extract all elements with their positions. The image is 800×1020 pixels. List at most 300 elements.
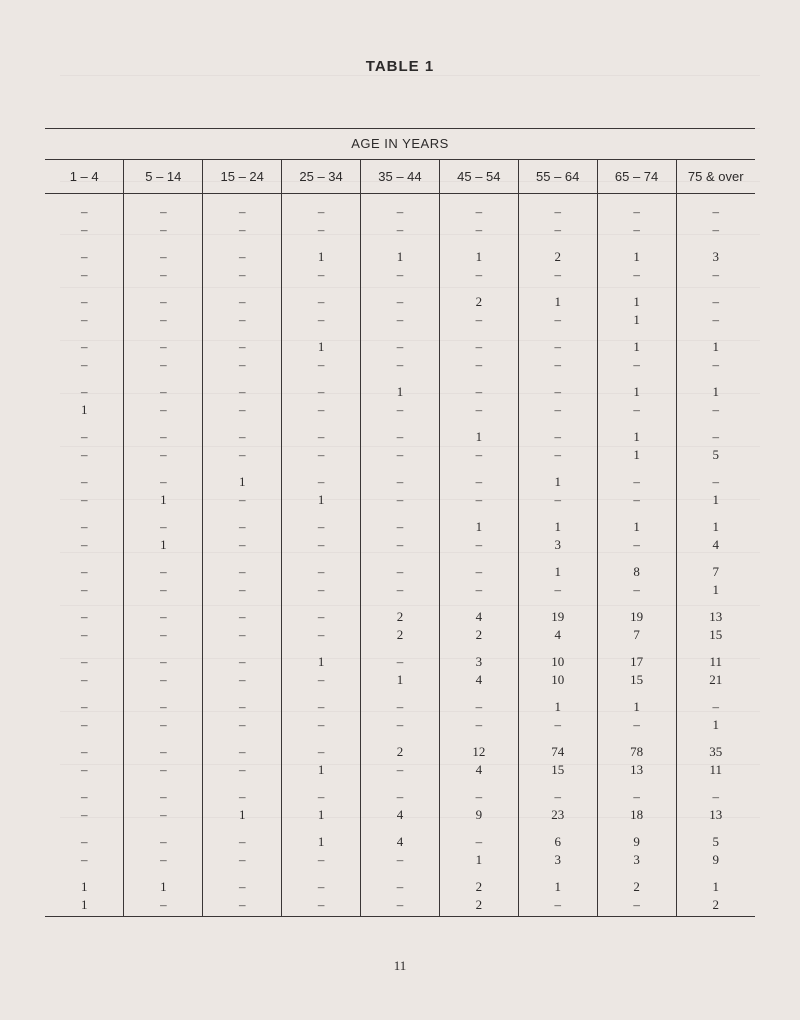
table-row — [45, 536, 755, 554]
table-cell: – — [203, 491, 282, 509]
table-cell: – — [282, 689, 361, 716]
column-header: 45 – 54 — [439, 160, 518, 194]
table-cell: – — [80, 582, 88, 597]
table-cell: – — [597, 491, 676, 509]
table-cell: – — [80, 267, 88, 282]
table-cell: – — [282, 896, 361, 917]
table-cell: 3 — [518, 536, 597, 554]
table-cell: – — [439, 491, 518, 509]
table-cell: – — [597, 779, 676, 806]
table-cell: – — [124, 734, 203, 761]
table-cell: 11 — [676, 761, 755, 779]
column-header: 55 – 64 — [518, 160, 597, 194]
table-cell: 1 — [282, 824, 361, 851]
table-cell: – — [676, 689, 755, 716]
table-cell: – — [203, 356, 282, 374]
table-cell: – — [597, 401, 676, 419]
table-cell: – — [80, 807, 88, 822]
table-cell: – — [203, 329, 282, 356]
table-cell: – — [80, 519, 88, 534]
table-cell: – — [124, 599, 203, 626]
table-cell: 9 — [597, 824, 676, 851]
table-cell: 2 — [361, 599, 440, 626]
table-cell: 21 — [676, 671, 755, 689]
table-cell: – — [124, 554, 203, 581]
table-cell: – — [676, 194, 755, 222]
table-cell: 1 — [282, 329, 361, 356]
table-title: TABLE 1 — [365, 58, 435, 75]
table-cell: – — [203, 626, 282, 644]
table-row — [45, 644, 755, 671]
table-row — [45, 761, 755, 779]
table-cell: – — [282, 311, 361, 329]
table-cell: – — [203, 581, 282, 599]
table-cell: 1 — [439, 239, 518, 266]
table-cell: 8 — [597, 554, 676, 581]
table-cell: 1 — [518, 554, 597, 581]
table-cell: – — [439, 311, 518, 329]
table-cell: – — [80, 492, 88, 507]
table-cell: – — [80, 249, 88, 264]
data-table — [45, 159, 755, 917]
table-cell: 1 — [80, 402, 88, 417]
table-cell: – — [282, 446, 361, 464]
table-cell: – — [597, 194, 676, 222]
table-cell: – — [80, 852, 88, 867]
table-cell: 1 — [597, 284, 676, 311]
table-cell: – — [282, 419, 361, 446]
table-cell: – — [203, 734, 282, 761]
table-cell: – — [676, 779, 755, 806]
table-cell: – — [203, 599, 282, 626]
table-cell: – — [203, 689, 282, 716]
table-cell: – — [80, 339, 88, 354]
table-cell: 9 — [676, 851, 755, 869]
table-cell: – — [80, 384, 88, 399]
table-cell: 7 — [597, 626, 676, 644]
table-row — [45, 554, 755, 581]
table-cell: – — [282, 356, 361, 374]
table-cell: – — [80, 429, 88, 444]
table-cell: 6 — [518, 824, 597, 851]
table-cell: – — [124, 509, 203, 536]
page-number: 11 — [393, 958, 407, 973]
table-cell: – — [124, 221, 203, 239]
table-cell: 13 — [676, 806, 755, 824]
table-cell: – — [203, 419, 282, 446]
table-cell: 19 — [597, 599, 676, 626]
table-cell: 1 — [518, 869, 597, 896]
table-cell: 1 — [203, 806, 282, 824]
table-row — [45, 869, 755, 896]
table-cell: 1 — [361, 239, 440, 266]
table-cell: – — [80, 564, 88, 579]
table-cell: – — [282, 581, 361, 599]
table-cell: 4 — [439, 671, 518, 689]
table-cell: – — [518, 311, 597, 329]
table-cell: – — [597, 581, 676, 599]
table-cell: 1 — [597, 329, 676, 356]
table-cell: – — [282, 374, 361, 401]
column-header-row — [45, 160, 755, 194]
table-row — [45, 374, 755, 401]
table-cell: – — [80, 447, 88, 462]
table-cell: – — [282, 536, 361, 554]
table-cell: – — [203, 509, 282, 536]
table-cell: – — [203, 284, 282, 311]
table-cell: – — [124, 644, 203, 671]
table-cell: – — [361, 221, 440, 239]
table-cell: – — [203, 221, 282, 239]
table-cell: – — [361, 446, 440, 464]
table-cell: 2 — [439, 284, 518, 311]
table-cell: 1 — [282, 644, 361, 671]
table-cell: – — [203, 554, 282, 581]
table-cell: 17 — [597, 644, 676, 671]
table-cell: – — [676, 401, 755, 419]
table-cell: 4 — [439, 599, 518, 626]
table-cell: – — [282, 734, 361, 761]
table-cell: – — [676, 464, 755, 491]
table-cell: 2 — [361, 626, 440, 644]
table-cell: – — [203, 266, 282, 284]
table-cell: – — [124, 896, 203, 917]
table-cell: – — [518, 446, 597, 464]
table-cell: 12 — [439, 734, 518, 761]
table-cell: 1 — [518, 464, 597, 491]
table-cell: 23 — [518, 806, 597, 824]
table-cell: 1 — [518, 509, 597, 536]
table-cell: – — [518, 581, 597, 599]
table-cell: – — [203, 194, 282, 222]
table-cell: – — [361, 779, 440, 806]
table-cell: 35 — [676, 734, 755, 761]
table-cell: – — [518, 779, 597, 806]
column-header: 1 – 4 — [45, 160, 124, 194]
table-row — [45, 446, 755, 464]
table-cell: – — [203, 851, 282, 869]
table-cell: – — [80, 627, 88, 642]
table-cell: – — [203, 446, 282, 464]
table-cell: 1 — [676, 329, 755, 356]
table-cell: 1 — [518, 689, 597, 716]
table-cell: 2 — [676, 896, 755, 917]
table-cell: 18 — [597, 806, 676, 824]
table-cell: 4 — [439, 761, 518, 779]
table-row — [45, 266, 755, 284]
table-cell: – — [203, 374, 282, 401]
table-cell: – — [203, 869, 282, 896]
table-row — [45, 194, 755, 222]
table-cell: – — [361, 419, 440, 446]
table-cell: – — [361, 329, 440, 356]
table-row — [45, 599, 755, 626]
table-cell: – — [597, 356, 676, 374]
table-cell: – — [439, 689, 518, 716]
table-cell: – — [124, 824, 203, 851]
column-header: 5 – 14 — [124, 160, 203, 194]
table-cell: – — [80, 537, 88, 552]
table-cell: – — [203, 401, 282, 419]
table-cell: – — [282, 194, 361, 222]
table-cell: – — [124, 356, 203, 374]
table-cell: 1 — [597, 239, 676, 266]
table-cell: – — [361, 491, 440, 509]
table-cell: – — [439, 464, 518, 491]
table-row — [45, 779, 755, 806]
table-cell: 1 — [597, 689, 676, 716]
table-cell: – — [282, 554, 361, 581]
table-cell: 2 — [439, 869, 518, 896]
table-cell: – — [518, 401, 597, 419]
table-row — [45, 401, 755, 419]
table-cell: – — [518, 266, 597, 284]
table-cell: 1 — [361, 374, 440, 401]
table-cell: 1 — [282, 239, 361, 266]
table-cell: 1 — [282, 761, 361, 779]
table-cell: – — [361, 869, 440, 896]
table-cell: 1 — [45, 896, 124, 917]
table-cell: – — [203, 311, 282, 329]
table-cell: – — [361, 311, 440, 329]
table-cell: – — [597, 536, 676, 554]
table-cell: 2 — [439, 896, 518, 917]
table-cell: – — [124, 266, 203, 284]
table-cell: – — [282, 464, 361, 491]
column-header: 65 – 74 — [597, 160, 676, 194]
table-cell: – — [282, 266, 361, 284]
table-cell: 1 — [282, 806, 361, 824]
table-cell: 1 — [597, 509, 676, 536]
table-cell: – — [597, 464, 676, 491]
table-cell: – — [597, 896, 676, 917]
table-cell: – — [282, 716, 361, 734]
table-cell: – — [124, 671, 203, 689]
table-cell: 1 — [597, 311, 676, 329]
table-cell: – — [124, 446, 203, 464]
table-cell: – — [124, 851, 203, 869]
table-cell: – — [124, 419, 203, 446]
table-cell: – — [439, 824, 518, 851]
table-cell: – — [361, 284, 440, 311]
table-cell: – — [439, 401, 518, 419]
column-header: 15 – 24 — [203, 160, 282, 194]
table-cell: – — [518, 374, 597, 401]
table-cell: 1 — [597, 419, 676, 446]
table-row — [45, 284, 755, 311]
table-cell: 3 — [676, 239, 755, 266]
table-cell: – — [203, 239, 282, 266]
table-cell: 1 — [597, 374, 676, 401]
table-cell: – — [361, 716, 440, 734]
table-row — [45, 626, 755, 644]
table-row — [45, 311, 755, 329]
table-cell: 9 — [439, 806, 518, 824]
table-cell: 2 — [597, 869, 676, 896]
table-cell: 74 — [518, 734, 597, 761]
column-header: 25 – 34 — [282, 160, 361, 194]
column-header: 35 – 44 — [361, 160, 440, 194]
table-cell: – — [439, 536, 518, 554]
table-cell: 3 — [439, 644, 518, 671]
table-cell: – — [80, 672, 88, 687]
table-cell: 13 — [676, 599, 755, 626]
table-cell: 1 — [124, 491, 203, 509]
mortality-table — [45, 128, 755, 917]
table-cell: – — [282, 626, 361, 644]
table-cell: 1 — [439, 419, 518, 446]
table-cell: 2 — [518, 239, 597, 266]
table-cell: – — [282, 779, 361, 806]
table-cell: – — [80, 744, 88, 759]
table-row — [45, 824, 755, 851]
table-cell: – — [439, 194, 518, 222]
table-row — [45, 356, 755, 374]
table-cell: – — [439, 581, 518, 599]
table-cell: – — [282, 509, 361, 536]
table-cell: – — [439, 356, 518, 374]
table-cell: – — [361, 401, 440, 419]
table-cell: – — [361, 464, 440, 491]
table-row — [45, 851, 755, 869]
table-cell: – — [676, 311, 755, 329]
table-cell: – — [80, 312, 88, 327]
table-cell: – — [203, 779, 282, 806]
table-cell: 1 — [597, 446, 676, 464]
table-cell: – — [518, 716, 597, 734]
table-row — [45, 221, 755, 239]
table-cell: – — [124, 401, 203, 419]
table-cell: 1 — [124, 869, 203, 896]
table-cell: 3 — [597, 851, 676, 869]
table-cell: 7 — [676, 554, 755, 581]
table-cell: 15 — [597, 671, 676, 689]
table-cell: – — [361, 851, 440, 869]
table-cell: – — [203, 671, 282, 689]
table-cell: – — [676, 419, 755, 446]
table-row — [45, 671, 755, 689]
table-cell: 1 — [80, 879, 88, 894]
table-cell: – — [282, 671, 361, 689]
table-cell: – — [518, 221, 597, 239]
table-cell: – — [80, 204, 88, 219]
table-cell: – — [439, 266, 518, 284]
table-cell: 1 — [518, 284, 597, 311]
table-row — [45, 689, 755, 716]
table-cell: – — [439, 446, 518, 464]
table-cell: – — [282, 869, 361, 896]
table-row — [45, 509, 755, 536]
table-cell: – — [203, 536, 282, 554]
table-cell: – — [597, 716, 676, 734]
table-cell: – — [361, 509, 440, 536]
table-cell: 1 — [676, 374, 755, 401]
table-cell: – — [203, 716, 282, 734]
table-cell: – — [518, 491, 597, 509]
table-row — [45, 581, 755, 599]
age-header: AGE IN YEARS — [351, 136, 449, 151]
table-cell: 11 — [676, 644, 755, 671]
table-cell: – — [676, 221, 755, 239]
table-cell: 2 — [361, 734, 440, 761]
table-cell: – — [361, 896, 440, 917]
table-cell: 1 — [676, 581, 755, 599]
table-cell: – — [124, 626, 203, 644]
table-cell: – — [361, 194, 440, 222]
table-cell: 1 — [361, 671, 440, 689]
table-row — [45, 329, 755, 356]
table-cell: – — [676, 356, 755, 374]
table-cell: 5 — [676, 824, 755, 851]
table-cell: 1 — [676, 716, 755, 734]
table-cell: 78 — [597, 734, 676, 761]
table-cell: 4 — [361, 824, 440, 851]
table-cell: – — [124, 239, 203, 266]
table-cell: – — [439, 221, 518, 239]
table-cell: – — [282, 221, 361, 239]
table-cell: 1 — [124, 536, 203, 554]
table-cell: – — [80, 834, 88, 849]
table-cell: 19 — [518, 599, 597, 626]
table-cell: 1 — [676, 491, 755, 509]
table-cell: – — [124, 329, 203, 356]
table-cell: – — [518, 419, 597, 446]
table-cell: – — [80, 609, 88, 624]
table-cell: 15 — [676, 626, 755, 644]
table-cell: – — [676, 266, 755, 284]
table-cell: – — [518, 194, 597, 222]
table-cell: – — [361, 644, 440, 671]
table-cell: – — [80, 762, 88, 777]
table-cell: 1 — [439, 509, 518, 536]
table-cell: – — [676, 284, 755, 311]
table-cell: 1 — [676, 509, 755, 536]
table-cell: – — [518, 896, 597, 917]
table-row — [45, 734, 755, 761]
table-cell: – — [124, 716, 203, 734]
table-cell: – — [518, 329, 597, 356]
table-cell: – — [203, 761, 282, 779]
table-cell: – — [361, 761, 440, 779]
table-cell: – — [124, 806, 203, 824]
table-cell: – — [282, 599, 361, 626]
table-cell: – — [203, 644, 282, 671]
table-cell: – — [124, 464, 203, 491]
table-cell: – — [439, 554, 518, 581]
table-cell: 4 — [518, 626, 597, 644]
table-row — [45, 716, 755, 734]
table-row — [45, 464, 755, 491]
table-cell: 1 — [282, 491, 361, 509]
table-cell: – — [518, 356, 597, 374]
table-cell: 4 — [676, 536, 755, 554]
table-cell: – — [124, 581, 203, 599]
table-cell: – — [597, 266, 676, 284]
table-cell: 1 — [676, 869, 755, 896]
table-cell: 5 — [676, 446, 755, 464]
table-cell: – — [124, 284, 203, 311]
table-cell: 2 — [439, 626, 518, 644]
table-cell: – — [80, 654, 88, 669]
table-row — [45, 491, 755, 509]
table-cell: 1 — [203, 464, 282, 491]
table-cell: – — [361, 554, 440, 581]
table-row — [45, 419, 755, 446]
table-cell: – — [282, 401, 361, 419]
table-cell: – — [439, 329, 518, 356]
table-cell: – — [361, 266, 440, 284]
table-row — [45, 896, 755, 917]
